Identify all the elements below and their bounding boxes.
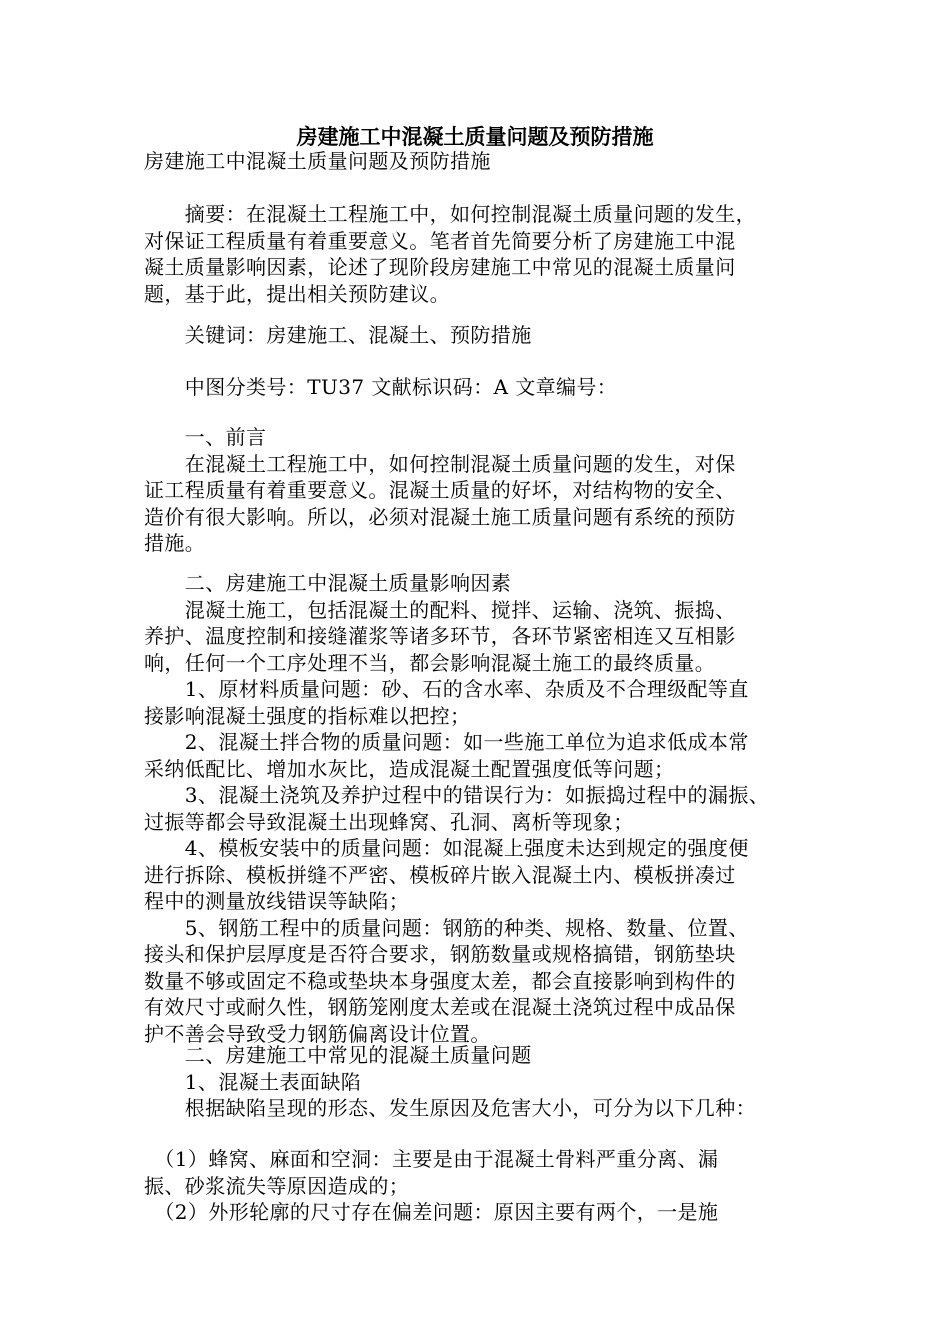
body-line: 根据缺陷呈现的形态、发生原因及危害大小，可分为以下几种： — [144, 1096, 756, 1120]
classification-line: 中图分类号：TU37 文献标识码：A 文章编号： — [144, 375, 618, 399]
body-line: 接头和保护层厚度是否符合要求，钢筋数量或规格搞错，钢筋垫块 — [144, 942, 736, 966]
body-line: 1、混凝土表面缺陷 — [144, 1069, 362, 1094]
body-line: 混凝土施工，包括混凝土的配料、搅拌、运输、浇筑、振捣、 — [144, 597, 736, 622]
body-line: 养护、温度控制和接缝灌浆等诸多环节，各环节紧密相连又互相影 — [144, 624, 736, 648]
body-line: 接影响混凝土强度的指标难以把控； — [144, 703, 471, 728]
body-line: 5、钢筋工程中的质量问题：钢筋的种类、规格、数量、位置、 — [144, 915, 749, 940]
body-line: 在混凝土工程施工中，如何控制混凝土质量问题的发生，对保 — [144, 451, 736, 476]
subtitle-line: 房建施工中混凝土质量问题及预防措施 — [144, 149, 491, 173]
section-foreword — [144, 424, 814, 557]
body-line: 有效尺寸或耐久性，钢筋笼刚度太差或在混凝土浇筑过程中成品保 — [144, 995, 736, 1019]
body-line: 2、混凝土拌合物的质量问题：如一些施工单位为追求低成本常 — [144, 730, 749, 754]
keywords-line: 关键词：房建施工、混凝土、预防措施 — [144, 323, 532, 347]
body-line: （2）外形轮廓的尺寸存在偏差问题：原因主要有两个，一是施 — [144, 1200, 719, 1224]
body-line: 3、混凝土浇筑及养护过程中的错误行为：如振捣过程中的漏振、 — [144, 783, 770, 807]
section-heading: 一、前言 — [144, 425, 267, 449]
abstract-paragraph — [144, 201, 814, 307]
body-line: 4、模板安装中的质量问题：如混凝上强度未达到规定的强度便 — [144, 836, 749, 860]
body-line: 措施。 — [144, 531, 206, 555]
abstract-line: 凝土质量影响因素，论述了现阶段房建施工中常见的混凝土质量问 — [144, 255, 736, 279]
document-title: 房建施工中混凝土质量问题及预防措施 — [296, 124, 654, 149]
body-line: 1、原材料质量问题：砂、石的含水率、杂质及不合理级配等直 — [144, 677, 749, 701]
body-line: 响，任何一个工序处理不当，都会影响混凝土施工的最终质量。 — [144, 650, 716, 675]
section-influence-factors — [144, 570, 814, 1047]
body-line: 程中的测量放线错误等缺陷； — [144, 889, 410, 913]
section-common-problems — [144, 1042, 814, 1122]
classification-paragraph — [144, 374, 814, 401]
body-line: 进行拆除、模板拼缝不严密、模板碎片嵌入混凝土内、模板拼凑过 — [144, 862, 736, 887]
body-line: 证工程质量有着重要意义。混凝土质量的好坏，对结构物的安全、 — [144, 478, 736, 502]
body-line: 过振等都会导致混凝土出现蜂窝、孔洞、离析等现象； — [144, 809, 634, 834]
abstract-line: 对保证工程质量有着重要意义。笔者首先简要分析了房建施工中混 — [144, 228, 736, 253]
abstract-line: 摘要：在混凝土工程施工中，如何控制混凝土质量问题的发生， — [144, 202, 756, 226]
body-line: 数量不够或固定不稳或垫块本身强度太差，都会直接影响到构件的 — [144, 968, 736, 993]
body-line: 振、砂浆流失等原因造成的； — [144, 1173, 410, 1198]
surface-defects-list — [144, 1146, 814, 1226]
body-line: 造价有很大影响。所以，必须对混凝土施工质量问题有系统的预防 — [144, 504, 736, 529]
keywords-paragraph — [144, 322, 814, 349]
body-line: 护不善会导致受力钢筋偏离设计位置。 — [144, 1021, 491, 1046]
document-subtitle — [144, 148, 814, 175]
body-line: 采纳低配比、增加水灰比，造成混凝土配置强度低等问题； — [144, 756, 675, 781]
section-heading: 二、房建施工中常见的混凝土质量问题 — [144, 1043, 532, 1067]
abstract-line: 题，基于此，提出相关预防建议。 — [144, 281, 450, 306]
body-line: （1）蜂窝、麻面和空洞：主要是由于混凝土骨料严重分离、漏 — [144, 1147, 719, 1171]
section-heading: 二、房建施工中混凝土质量影响因素 — [144, 571, 512, 595]
